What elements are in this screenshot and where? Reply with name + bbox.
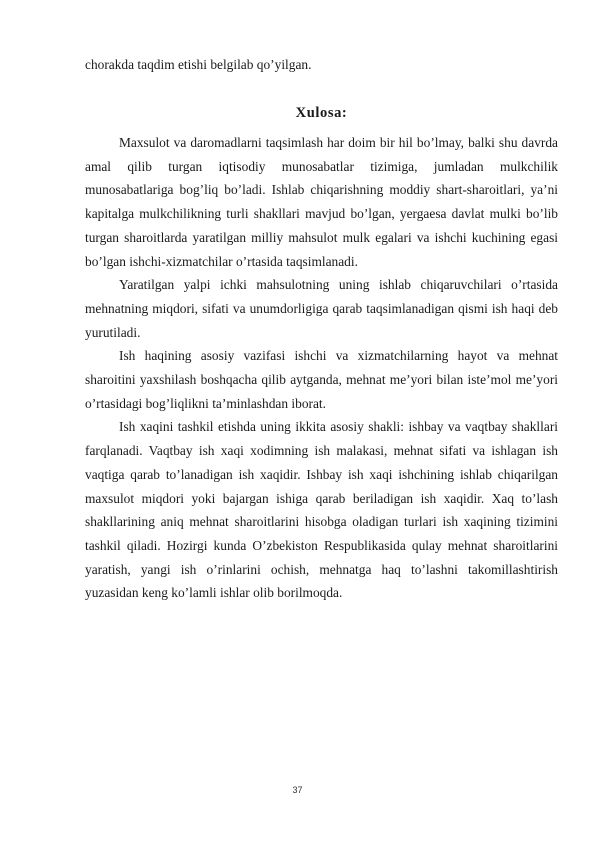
paragraph-2: Yaratilgan yalpi ichki mahsulotning uning ishlab chiqaruvchilari o’rtasida mehnatning miqdori, sifati va unumdorligiga qarab taqsimlanadigan qismi ish haqi deb yurutiladi. [85,277,558,340]
body-text [85,131,558,605]
page-number: 37 [292,785,303,795]
paragraph-3: Ish haqining asosiy vazifasi ishchi va xizmatchilarning hayot va mehnat sharoitini yaxshilash boshqacha qilib aytganda, mehnat me’yori bilan iste’mol me’yori o’rtasidagi bog’liqlikni ta’minlashdan iborat. [85,348,558,411]
paragraph-1: Maxsulot va daromadlarni taqsimlash har doim bir hil bo’lmay, balki shu davrda amal qilib turgan iqtisodiy munosabatlar tizimiga, jumladan mulkchilik munosabatlariga bog’liq bo’ladi. Ishlab chiqarishning moddiy shart-sharoitlari, ya’ni kapitalga mulkchilikning turli shakllari mavjud bo’lgan, yergaesa davlat mulki bo’lib turgan sharoitlarda yaratilgan milliy mahsulot mulk egalari va ishchi kuchining egasi bo’lgan ishchi-xizmatchilar o’rtasida taqsimlanadi. [85,135,558,269]
paragraph-4: Ish xaqini tashkil etishda uning ikkita asosiy shakli: ishbay va vaqtbay shakllari farqlanadi. Vaqtbay ish xaqi xodimning ish malakasi, mehnat sifati va ishlagan ish vaqtiga qarab to’lanadigan ish xaqidir. Ishbay ish xaqi ishchining ishlab chiqarilgan maxsulot miqdori yoki bajargan ishiga qarab beriladigan ish xaqidir. Xaq to’lash shakllarining aniq mehnat sharoitlarini hisobga oladigan turlari ish xaqining tizimini tashkil qiladi. Hozirgi kunda O’zbekiston Respublikasida qulay mehnat sharoitlarini yaratish, yangi ish o’rinlarini ochish, mehnatga haq to’lashni takomillashtirish yuzasidan keng ko’lamli ishlar olib borilmoqda. [85,419,558,601]
intro-line: chorakda taqdim etishi belgilab qo’yilgan. [85,57,312,72]
section-heading: Xulosa: [295,105,348,121]
